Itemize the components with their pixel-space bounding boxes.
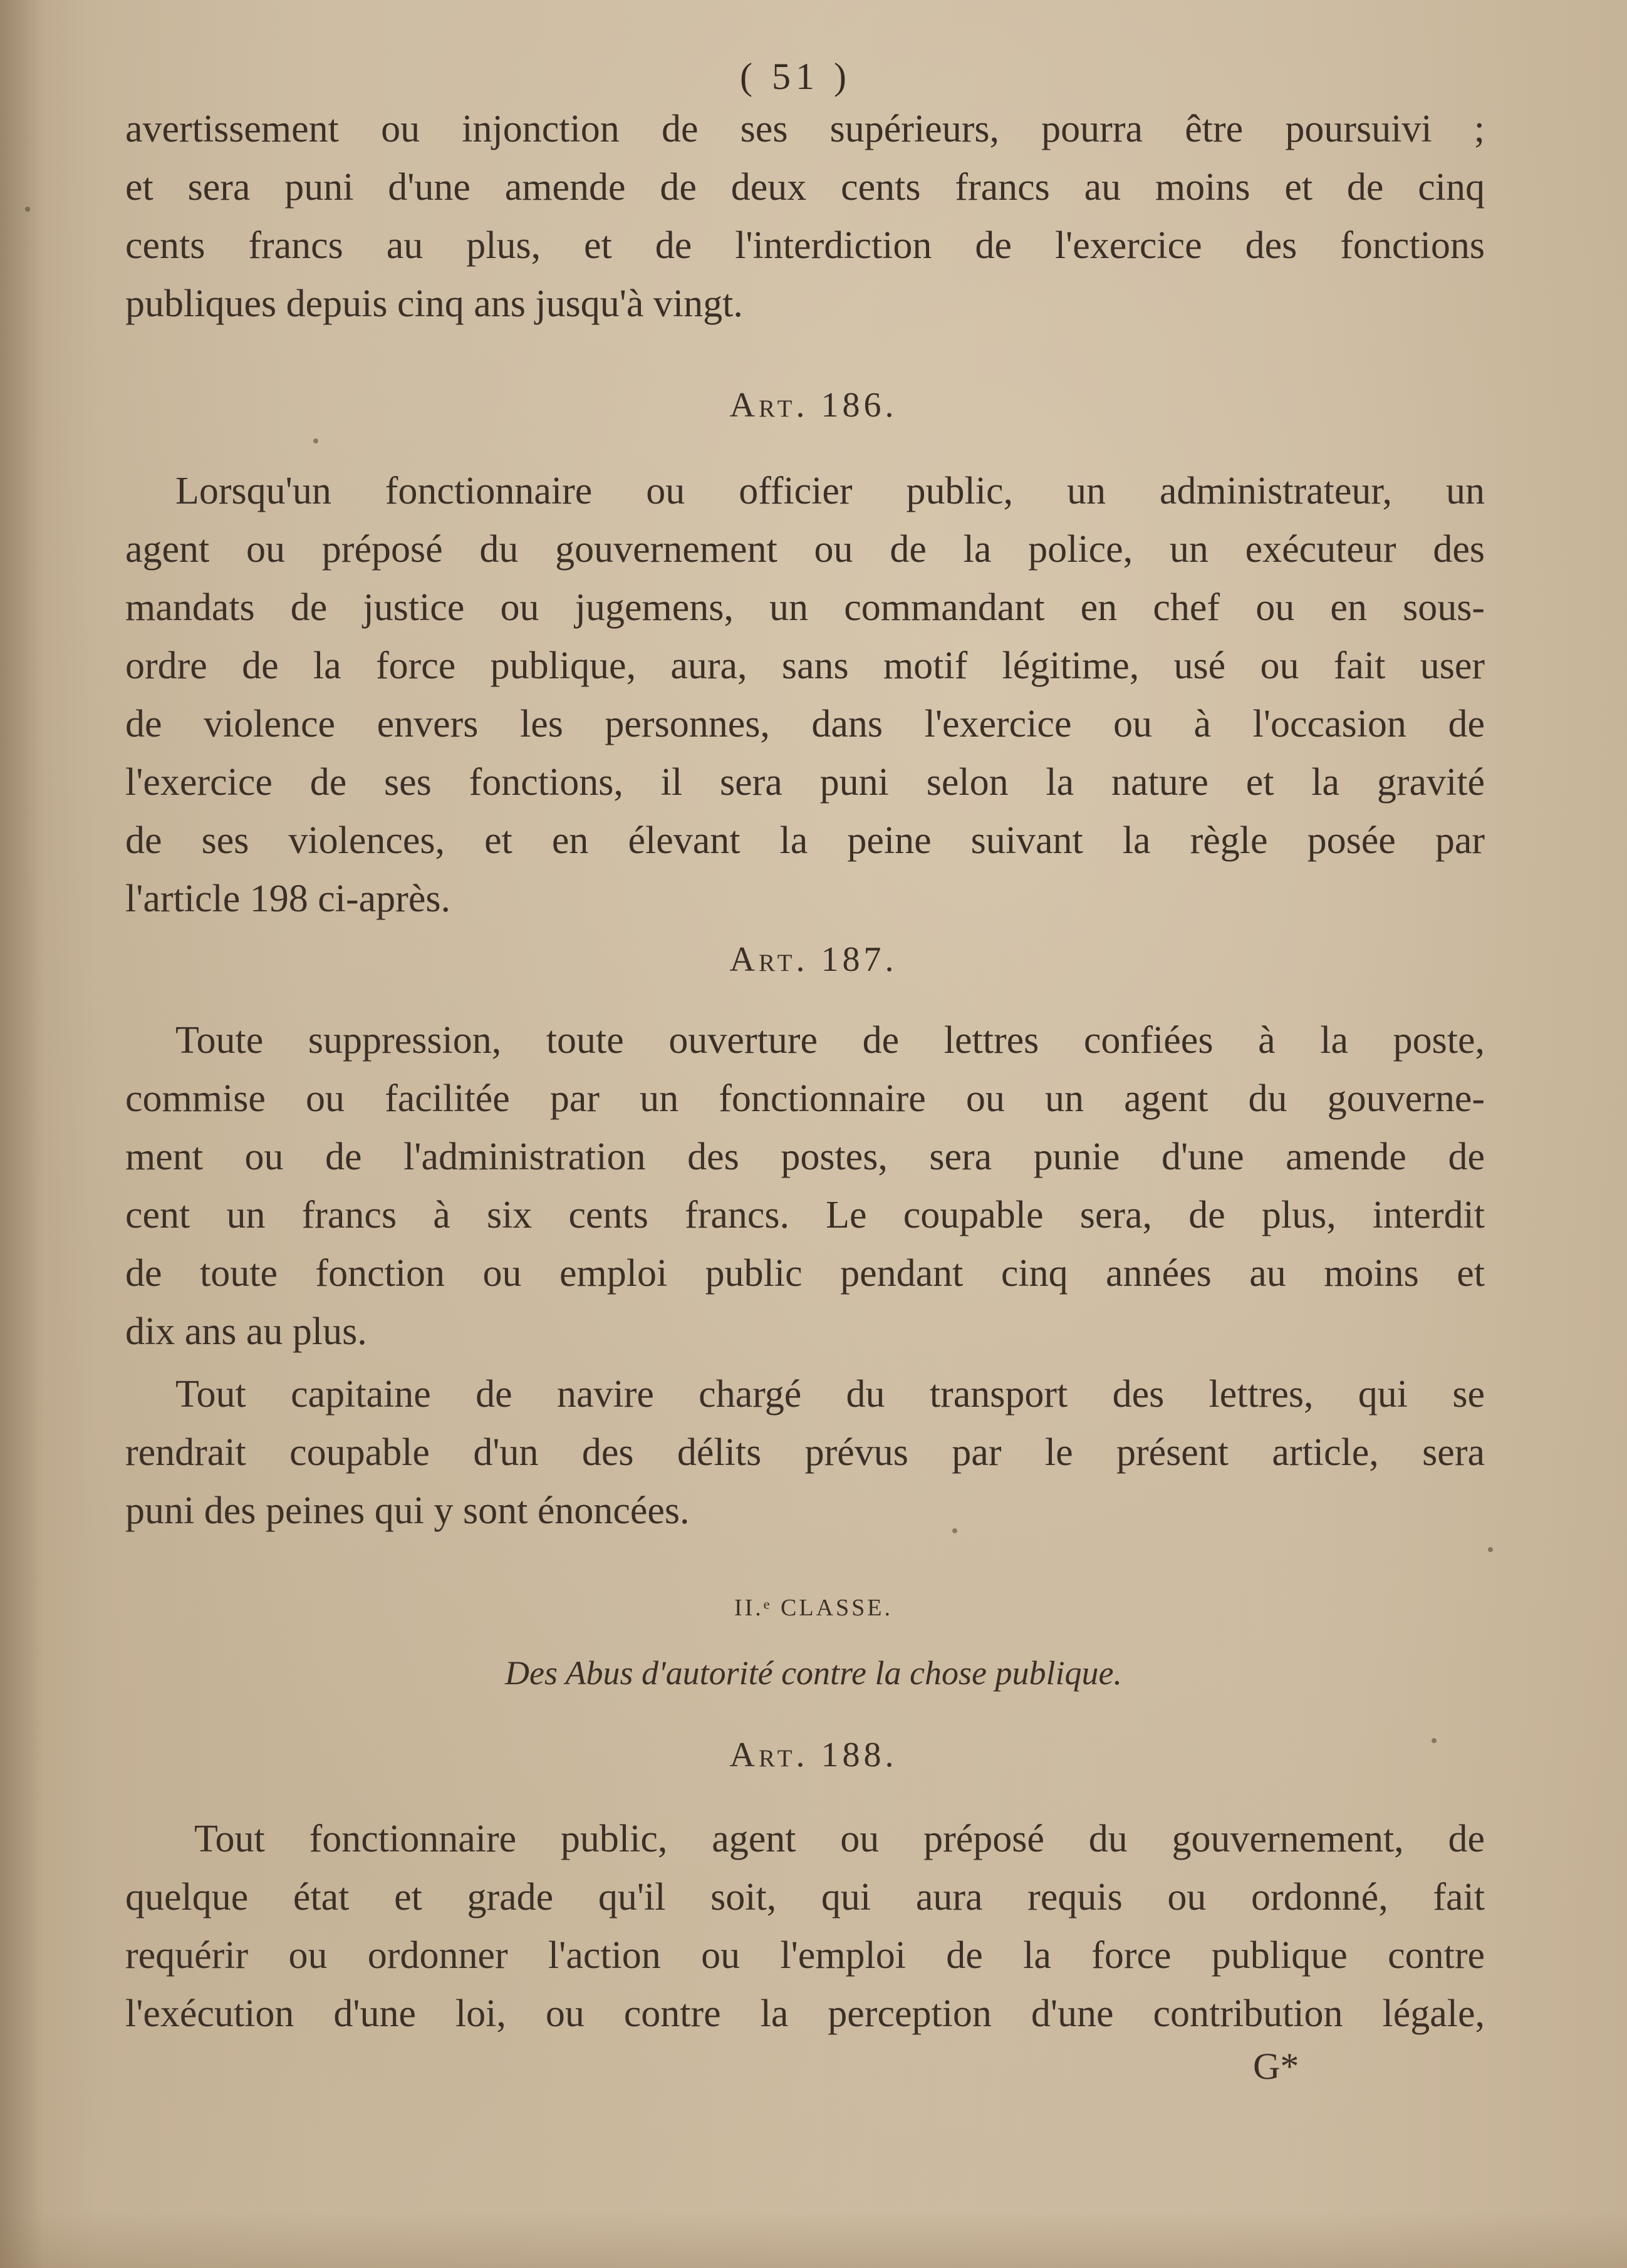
paper-speck [313,438,318,443]
text-line: publiques depuis cinq ans jusqu'à vingt. [125,282,743,325]
text-line: quelque état et grade qu'il soit, qui aura requis ou ordonné, fait [125,1876,1485,1918]
article-187-paragraph-2 [125,1365,1485,1540]
page-number: ( 51 ) [740,56,851,97]
article-186-paragraph [125,462,1485,928]
page-shadow-bottom [0,2212,1627,2268]
text-line: et sera puni d'une amende de deux cents francs au moins et de cinq [125,166,1485,209]
text-line: avertissement ou injonction de ses supérieurs, pourra être poursuivi ; [125,108,1485,150]
text-line: mandats de justice ou jugemens, un commandant en chef ou en sous- [125,586,1485,629]
text-line: ordre de la force publique, aura, sans motif légitime, usé ou fait user [125,645,1485,687]
signature-mark: G* [1253,2046,1299,2087]
paper-speck [1488,1547,1493,1552]
article-188-heading: Art. 188. [729,1736,898,1774]
text-line: l'exécution d'une loi, ou contre la perception d'une contribution légale, [125,1992,1485,2035]
paper-speck [1432,1738,1437,1743]
article-187-paragraph-1 [125,1012,1485,1361]
text-line: Tout capitaine de navire chargé du transport des lettres, qui se [175,1373,1485,1416]
text-line: cents francs au plus, et de l'interdiction de l'exercice des fonctions [125,224,1485,267]
text-line: Lorsqu'un fonctionnaire ou officier public, un administrateur, un [175,470,1485,512]
text-line: puni des peines qui y sont énoncées. [125,1489,690,1532]
text-line: de toute fonction ou emploi public pendant cinq années au moins et [125,1252,1485,1295]
paper-speck [25,207,30,212]
text-line: dix ans au plus. [125,1310,367,1353]
text-line: cent un francs à six cents francs. Le coupable sera, de plus, interdit [125,1194,1485,1236]
classe-subtitle: Des Abus d'autorité contre la chose publique. [505,1654,1122,1692]
page-shadow-left [0,0,44,2268]
text-line: ment ou de l'administration des postes, sera punie d'une amende de [125,1136,1485,1178]
article-186-heading: Art. 186. [729,386,898,425]
article-187-heading: Art. 187. [729,940,898,979]
classe-heading: II.ᵉ CLASSE. [734,1595,893,1621]
text-line: l'exercice de ses fonctions, il sera puni selon la nature et la gravité [125,761,1485,804]
text-line: de violence envers les personnes, dans l'exercice ou à l'occasion de [125,703,1485,745]
text-line: rendrait coupable d'un des délits prévus par le présent article, sera [125,1431,1485,1474]
text-line: Toute suppression, toute ouverture de lettres confiées à la poste, [175,1019,1485,1062]
text-line: commise ou facilitée par un fonctionnaire ou un agent du gouverne- [125,1077,1485,1120]
paper-speck [952,1528,957,1533]
text-line: requérir ou ordonner l'action ou l'emploi de la force publique contre [125,1934,1485,1977]
text-line: Tout fonctionnaire public, agent ou préposé du gouvernement, de [194,1818,1485,1860]
text-line: agent ou préposé du gouvernement ou de la police, un exécuteur des [125,528,1485,571]
article-188-paragraph [125,1810,1485,2043]
text-line: l'article 198 ci-après. [125,878,450,920]
paragraph-continuation [125,100,1485,333]
text-line: de ses violences, et en élevant la peine suivant la règle posée par [125,819,1485,862]
